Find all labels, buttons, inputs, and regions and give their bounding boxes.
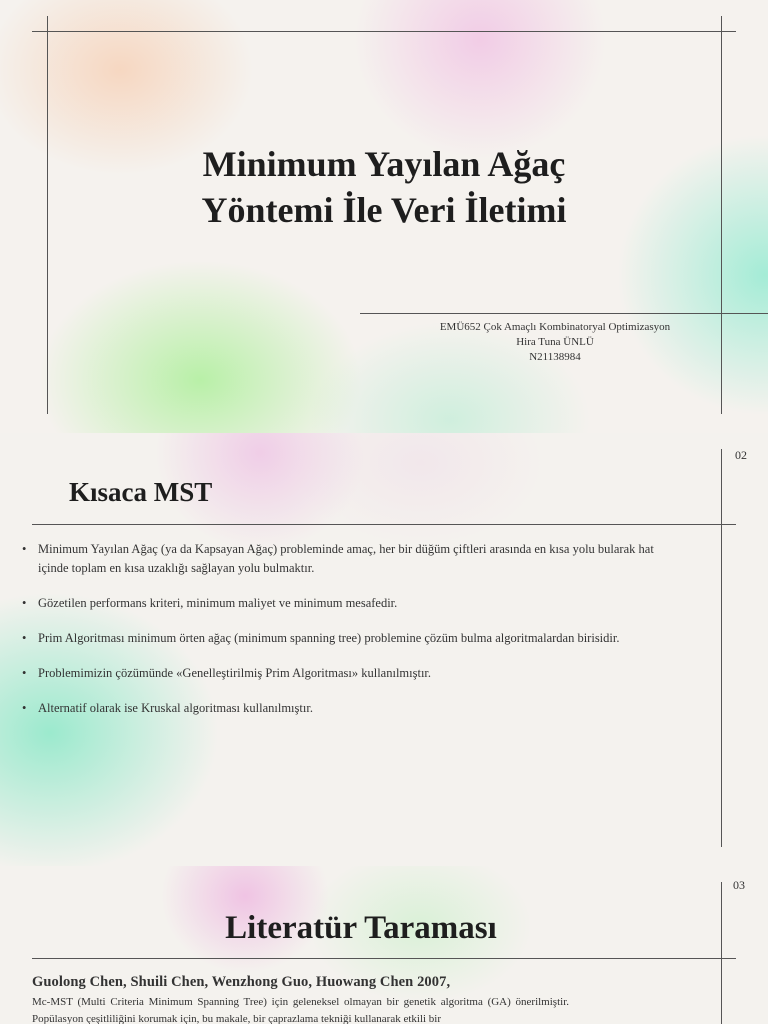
title-slide	[0, 0, 768, 433]
bullet-item: • Problemimizin çözümünde «Genelleştirilmiş Prim Algoritması» kullanılmıştır.	[22, 664, 662, 683]
paper-abstract: Mc-MST (Multi Criteria Minimum Spanning Tree) için geleneksel olmayan bir genetik algoritma (GA) önerilmiştir. Popülasyon çeşitliliğini korumak için, bu makale, bir çaprazlama tekniği kullanarak etkili bir	[32, 996, 569, 1024]
student-id: N21138984	[529, 351, 581, 363]
literature-slide	[0, 866, 768, 1024]
right-rule	[721, 882, 722, 1024]
slide-heading: Kısaca MST	[69, 477, 213, 507]
title-line-1: Minimum Yayılan Ağaç	[202, 144, 566, 184]
presenter-info	[405, 320, 705, 365]
right-rule	[721, 449, 722, 847]
page-number: 02	[735, 448, 747, 462]
author-name: Hira Tuna ÜNLÜ	[516, 336, 594, 348]
mst-summary-slide	[0, 433, 768, 866]
top-rule	[32, 31, 736, 32]
bullet-item: • Prim Algoritması minimum örten ağaç (minimum spanning tree) problemine çözüm bulma algoritmalardan birisidir.	[22, 629, 662, 648]
heading-rule	[32, 524, 736, 525]
slide-heading: Literatür Taraması	[225, 910, 497, 946]
title-line-2: Yöntemi İle Veri İletimi	[201, 190, 567, 230]
bullet-item: • Gözetilen performans kriteri, minimum maliyet ve minimum mesafedir.	[22, 594, 662, 613]
bullet-item: • Minimum Yayılan Ağaç (ya da Kapsayan Ağaç) probleminde amaç, her bir düğüm çiftleri arasında en kısa yolu bularak hat içinde toplam en kısa uzaklığı sağlayan yolu bulmaktır.	[22, 540, 662, 578]
bullet-item: • Alternatif olarak ise Kruskal algoritması kullanılmıştır.	[22, 699, 662, 718]
heading-rule	[32, 958, 736, 959]
presentation-title	[0, 141, 768, 233]
page-number: 03	[733, 878, 745, 892]
bullet-list	[22, 540, 662, 734]
course-name: EMÜ652 Çok Amaçlı Kombinatoryal Optimizasyon	[439, 321, 671, 333]
paper-authors: Guolong Chen, Shuili Chen, Wenzhong Guo, Huowang Chen 2007,	[32, 974, 451, 990]
subtitle-rule	[360, 313, 768, 314]
